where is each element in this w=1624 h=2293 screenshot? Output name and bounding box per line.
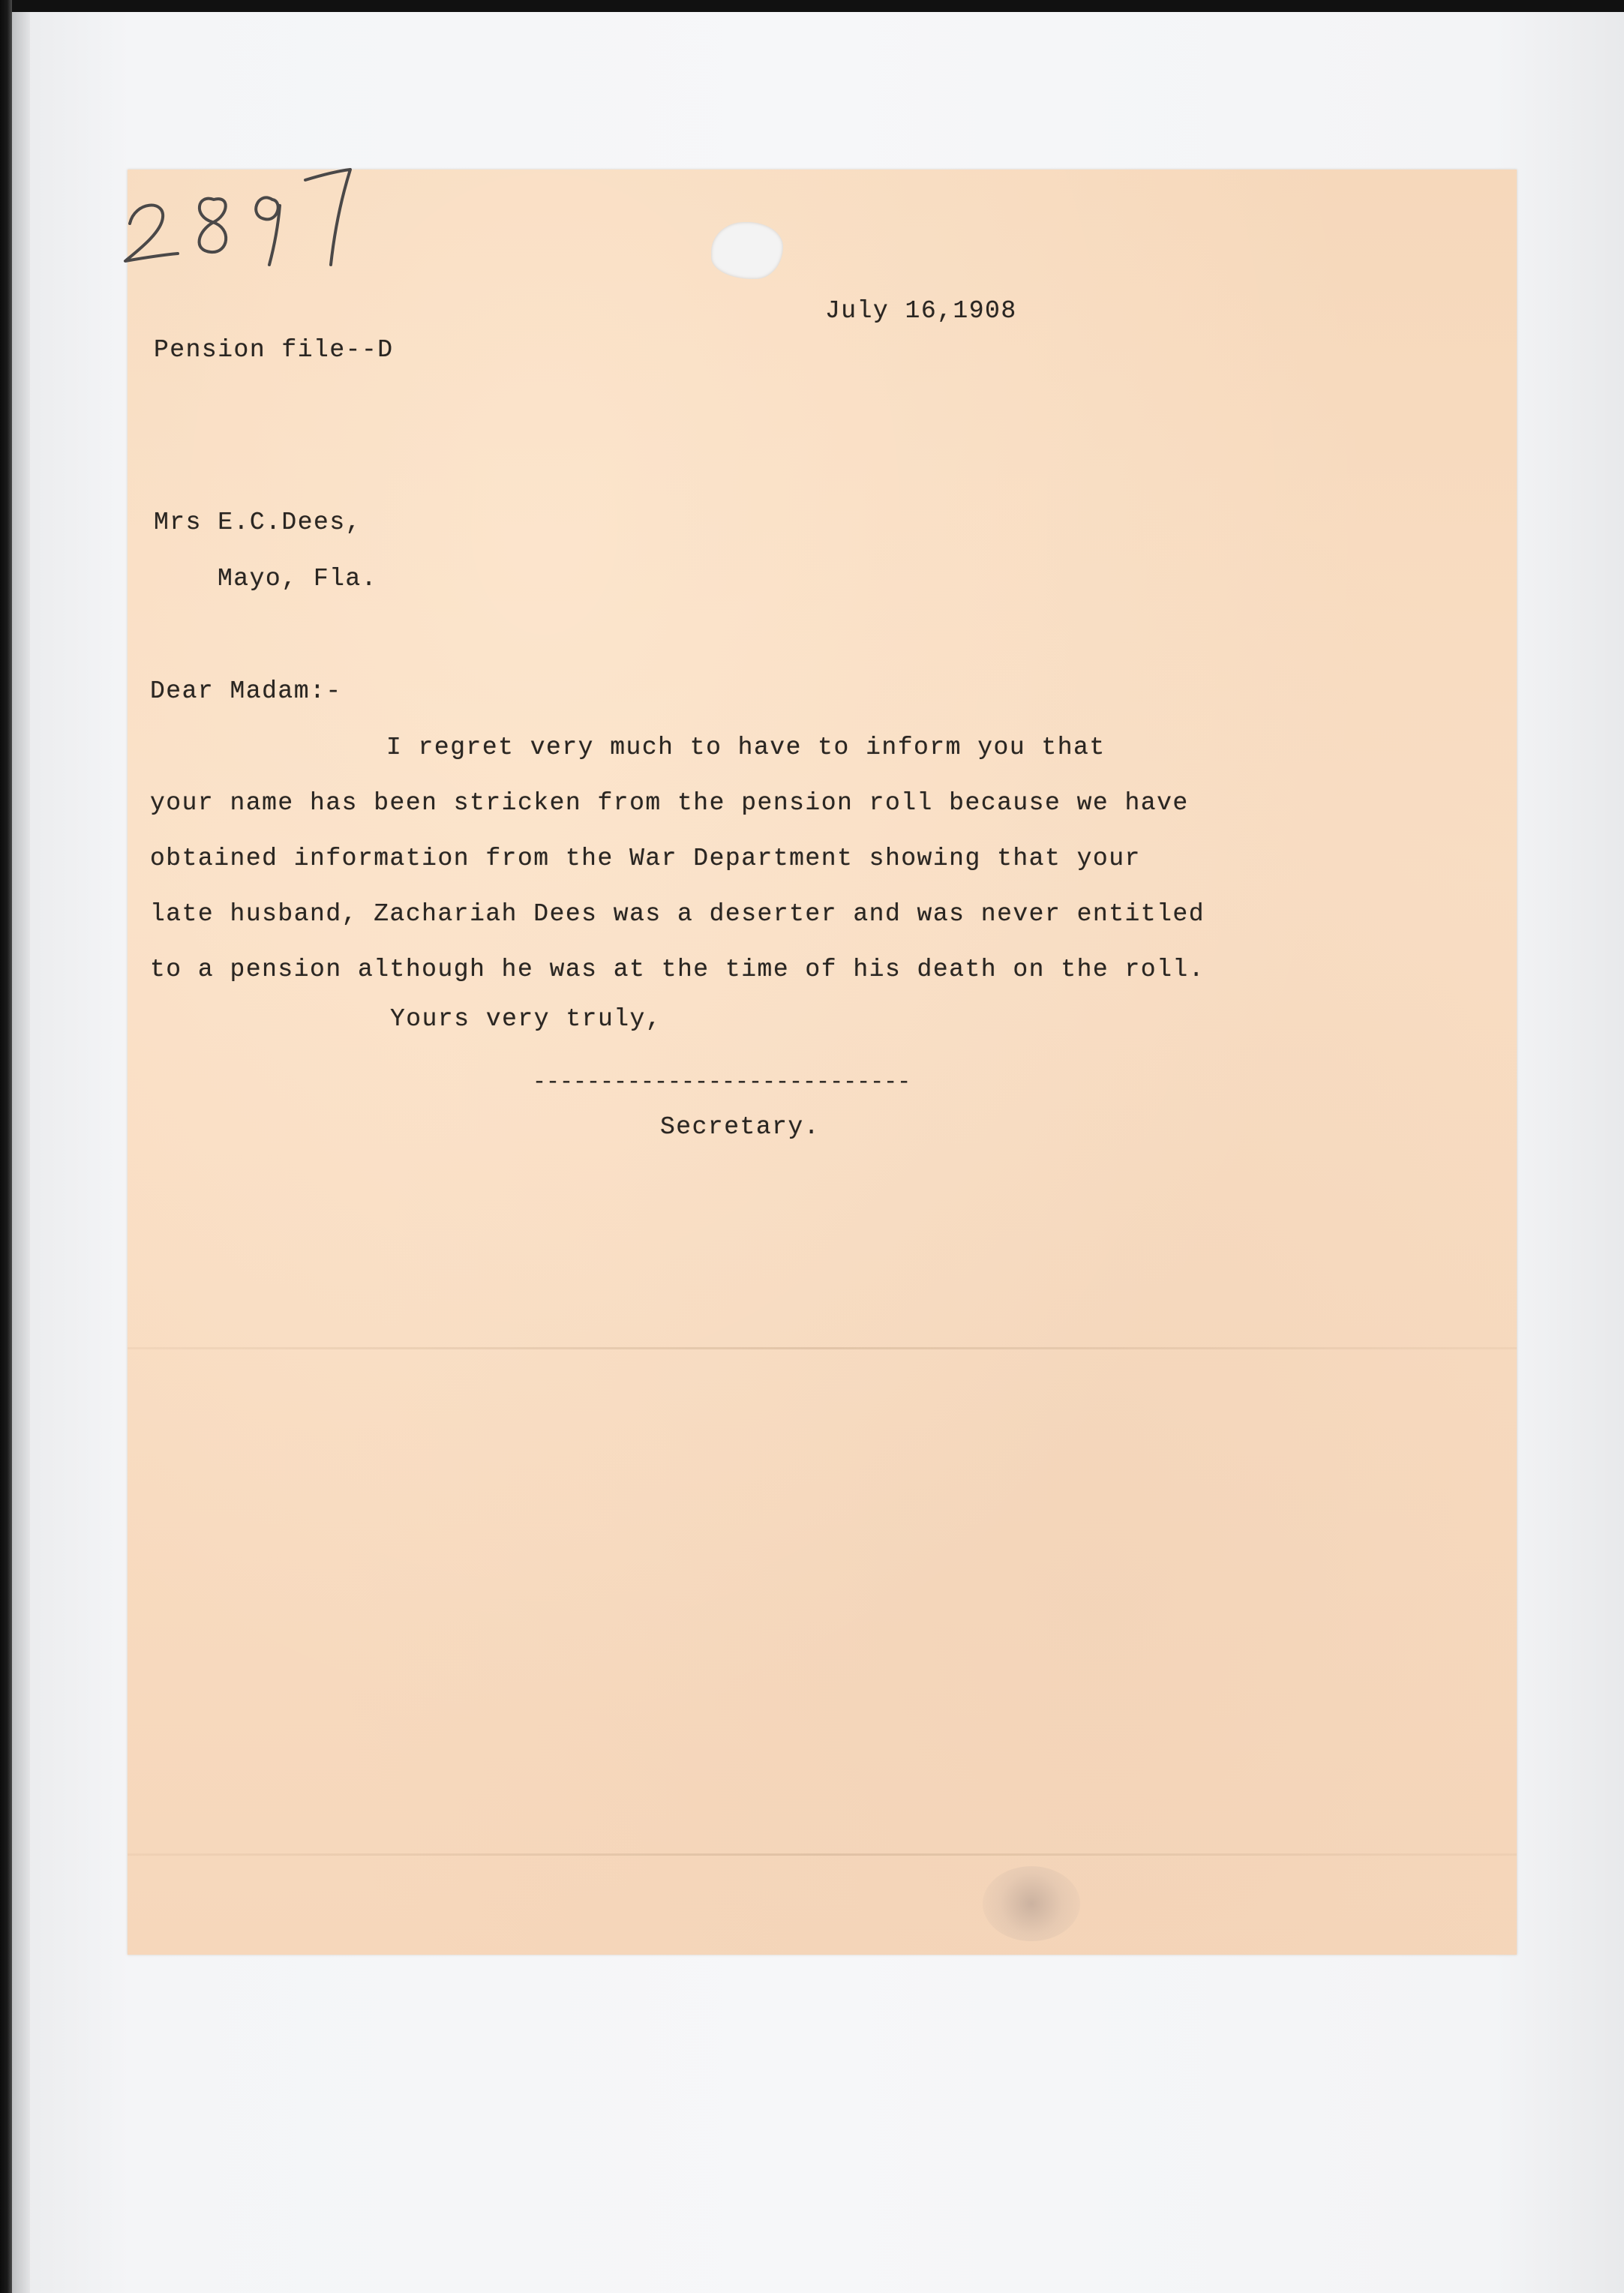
letter-paper (128, 170, 1517, 1955)
paper-tear (711, 222, 783, 279)
body-line: I regret very much to have to inform you that (386, 734, 1106, 761)
salutation: Dear Madam:- (150, 677, 342, 705)
paper-stain (983, 1866, 1080, 1941)
scanner-top-edge (0, 0, 1624, 12)
handwritten-file-number (109, 111, 364, 287)
paper-fold-line (128, 1347, 1517, 1349)
letter-date: July 16,1908 (825, 297, 1017, 325)
signature-line: ---------------------------- (533, 1070, 911, 1095)
scanner-edge-shadow (12, 12, 30, 2293)
scanner-left-edge (0, 0, 12, 2293)
addressee-name: Mrs E.C.Dees, (154, 509, 362, 536)
closing: Yours very truly, (390, 1005, 662, 1033)
addressee-location: Mayo, Fla. (218, 565, 378, 593)
body-line: your name has been stricken from the pension roll because we have (150, 789, 1189, 817)
file-reference: Pension file--D (154, 336, 394, 364)
body-line: obtained information from the War Department showing that your (150, 845, 1141, 872)
body-line: to a pension although he was at the time of his death on the roll. (150, 956, 1205, 983)
body-line: late husband, Zachariah Dees was a deserter and was never entitled (150, 900, 1205, 928)
signatory-title: Secretary. (660, 1113, 821, 1141)
paper-fold-line (128, 1853, 1517, 1856)
